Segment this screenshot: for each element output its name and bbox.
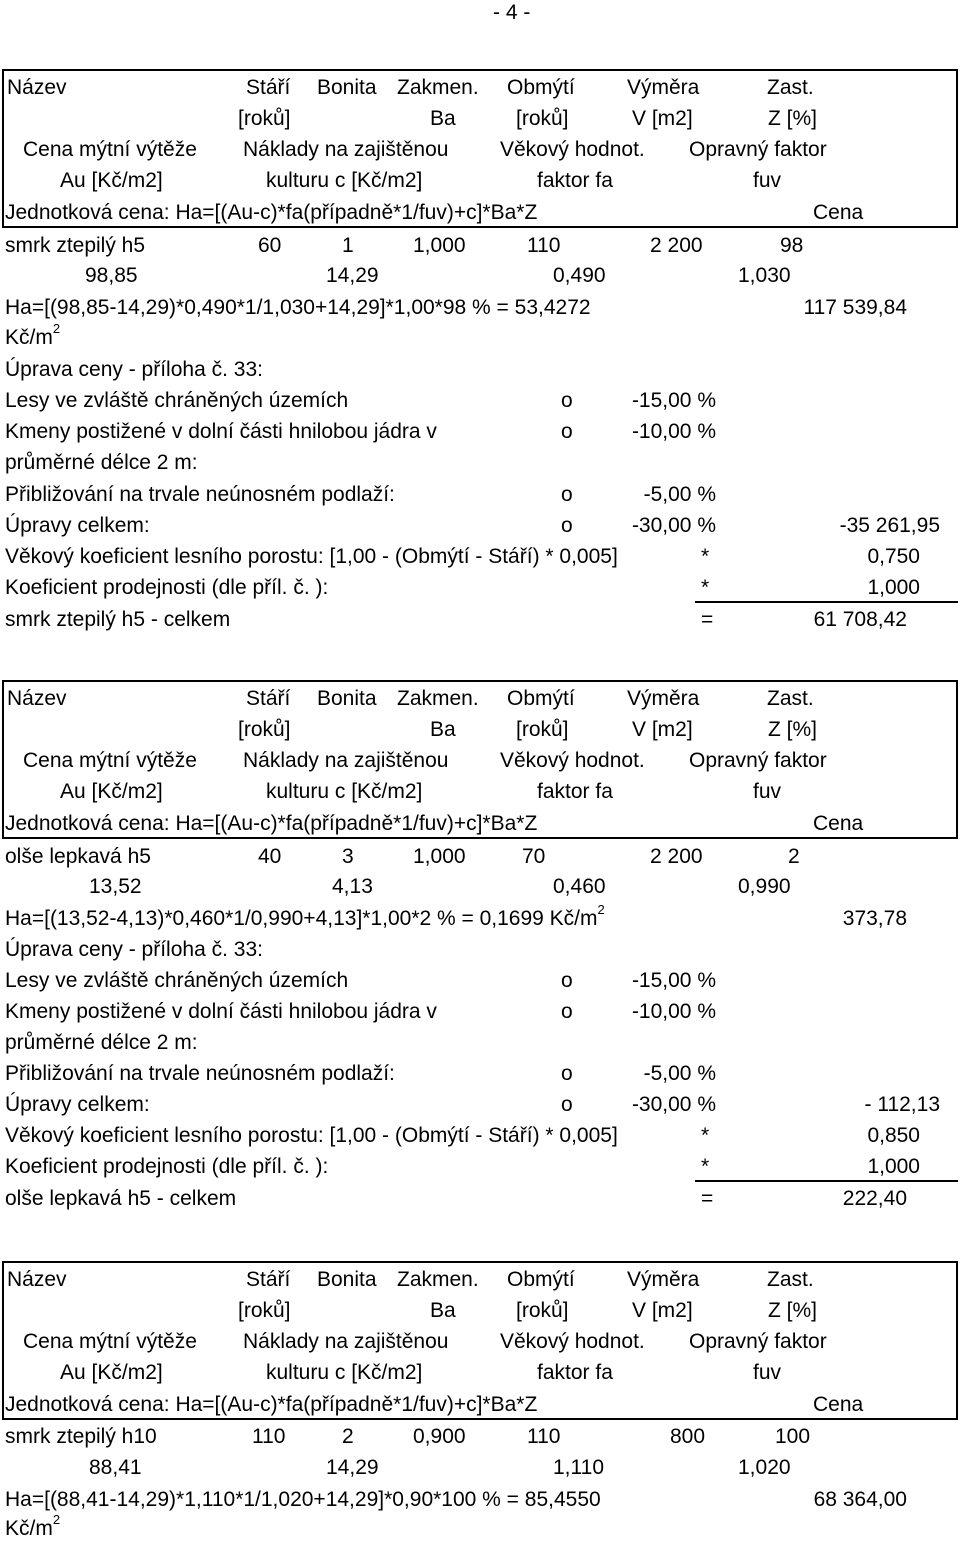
cena-value: 117 539,84 [803, 296, 907, 319]
total-label: Úpravy celkem: [5, 514, 150, 537]
page-number: - 4 - [493, 1, 531, 24]
formula: Ha=[(88,41-14,29)*1,110*1/1,020+14,29]*0,90*100 % = 85,4550 [5, 1488, 601, 1511]
header-z-pct: Z [%] [768, 107, 818, 130]
vek-label: Věkový koeficient lesního porostu: [1,00 - (Obmýtí - Stáří) * 0,005] [5, 1124, 618, 1147]
au-value: 98,85 [85, 264, 138, 287]
header-jednotkova: Jednotková cena: Ha=[(Au-c)*fa(případně*1/fuv)+c]*Ba*Z [5, 1393, 538, 1416]
vymera-value: 2 200 [650, 845, 703, 868]
header-bonita: Bonita [317, 1268, 377, 1291]
header-kulturu: kulturu c [Kč/m2] [266, 780, 423, 803]
celkem-rule [695, 601, 958, 603]
header-roku-1: [roků] [238, 718, 291, 741]
header-zast: Zast. [767, 76, 814, 99]
header-faktor-fa: faktor fa [537, 780, 613, 803]
header-kulturu: kulturu c [Kč/m2] [266, 1361, 423, 1384]
formula-unit: $Kč/m^2$ [5, 1512, 61, 1540]
zakmen-value: 1,000 [413, 845, 466, 868]
header-opravny: Opravný faktor [689, 138, 827, 161]
header-stari: Stáří [246, 687, 291, 710]
vymera-value: 800 [670, 1425, 706, 1448]
total-label: Úpravy celkem: [5, 1093, 150, 1116]
header-vekovy: Věkový hodnot. [500, 138, 645, 161]
header-naklady: Náklady na zajištěnou [243, 1330, 449, 1353]
cena-value: 373,78 [842, 907, 907, 930]
stari-value: 40 [258, 845, 282, 868]
adj-2-label: Kmeny postižené v dolní části hnilobou jádra v [5, 420, 437, 443]
celkem-op: = [701, 1187, 714, 1210]
header-zakmen: Zakmen. [397, 76, 479, 99]
header-bonita: Bonita [317, 687, 377, 710]
total-amount: - 112,13 [864, 1093, 940, 1116]
vek-op: * [701, 1124, 710, 1147]
uprava-title: Úprava ceny - příloha č. 33: [5, 358, 263, 381]
c-value: 14,29 [326, 264, 379, 287]
cena-value: 68 364,00 [813, 1488, 907, 1511]
zast-value: 100 [775, 1425, 811, 1448]
adj-1-label: Lesy ve zvláště chráněných územích [5, 389, 349, 412]
vek-label: Věkový koeficient lesního porostu: [1,00 - (Obmýtí - Stáří) * 0,005] [5, 545, 618, 568]
adj-1-value: -15,00 % [631, 389, 716, 412]
header-zakmen: Zakmen. [397, 687, 479, 710]
adj-2-value: -10,00 % [631, 420, 716, 443]
header-fuv: fuv [753, 1361, 782, 1384]
fuv-value: 1,020 [738, 1456, 791, 1479]
c-value: 14,29 [326, 1456, 379, 1479]
header-vekovy: Věkový hodnot. [500, 1330, 645, 1353]
header-zast: Zast. [767, 1268, 814, 1291]
header-stari: Stáří [246, 1268, 291, 1291]
header-kulturu: kulturu c [Kč/m2] [266, 169, 423, 192]
superscript-2: 2 [52, 1512, 61, 1527]
header-obmyti: Obmýtí [507, 1268, 575, 1291]
formula: Ha=[(98,85-14,29)*0,490*1/1,030+14,29]*1,00*98 % = 53,4272 [5, 296, 591, 319]
header-ba: Ba [430, 718, 456, 741]
adj-2-op: o [561, 1000, 573, 1023]
header-faktor-fa: faktor fa [537, 169, 613, 192]
au-value: 88,41 [89, 1456, 142, 1479]
header-stari: Stáří [246, 76, 291, 99]
prodej-op: * [701, 1155, 710, 1178]
header-cena: Cena [813, 1393, 864, 1416]
header-jednotkova: Jednotková cena: Ha=[(Au-c)*fa(případně*1/fuv)+c]*Ba*Z [5, 201, 538, 224]
total-value: -30,00 % [631, 514, 716, 537]
species-name: smrk ztepilý h10 [5, 1425, 157, 1448]
header-v-m2: V [m2] [632, 107, 693, 130]
adj-3-op: o [561, 1062, 573, 1085]
adj-1-value: -15,00 % [631, 969, 716, 992]
header-bonita: Bonita [317, 76, 377, 99]
adj-1-op: o [561, 969, 573, 992]
header-roku-2: [roků] [516, 1299, 569, 1322]
header-fuv: fuv [753, 169, 782, 192]
prodej-value: 1,000 [867, 576, 920, 599]
header-faktor-fa: faktor fa [537, 1361, 613, 1384]
header-zakmen: Zakmen. [397, 1268, 479, 1291]
header-cena-mytni: Cena mýtní výtěže [23, 1330, 197, 1353]
vek-value: 0,750 [867, 545, 920, 568]
fuv-value: 0,990 [738, 875, 791, 898]
celkem-rule [695, 1180, 958, 1182]
header-jednotkova: Jednotková cena: Ha=[(Au-c)*fa(případně*1/fuv)+c]*Ba*Z [5, 812, 538, 835]
header-nazev: Název [7, 1268, 67, 1291]
adj-3-label: Přibližování na trvale neúnosném podlaží: [5, 1062, 395, 1085]
header-naklady: Náklady na zajištěnou [243, 749, 449, 772]
species-name: smrk ztepilý h5 [5, 234, 146, 257]
header-nazev: Název [7, 76, 67, 99]
header-vekovy: Věkový hodnot. [500, 749, 645, 772]
celkem-op: = [701, 608, 714, 631]
adj-2-label: Kmeny postižené v dolní části hnilobou jádra v [5, 1000, 437, 1023]
prodej-label: Koeficient prodejnosti (dle příl. č. ): [5, 576, 329, 599]
header-roku-1: [roků] [238, 1299, 291, 1322]
total-value: -30,00 % [631, 1093, 716, 1116]
prodej-label: Koeficient prodejnosti (dle příl. č. ): [5, 1155, 329, 1178]
bonita-value: 1 [342, 234, 354, 257]
total-op: o [561, 514, 573, 537]
adj-1-label: Lesy ve zvláště chráněných územích [5, 969, 349, 992]
header-au: Au [Kč/m2] [60, 780, 163, 803]
adj-3-value: -5,00 % [643, 483, 716, 506]
zast-value: 98 [780, 234, 804, 257]
header-ba: Ba [430, 1299, 456, 1322]
adj-2-op: o [561, 420, 573, 443]
header-opravny: Opravný faktor [689, 749, 827, 772]
header-cena: Cena [813, 201, 864, 224]
species-name: olše lepkavá h5 [5, 845, 151, 868]
formula-unit: $Kč/m^2$ [5, 321, 61, 349]
bonita-value: 3 [342, 845, 354, 868]
header-fuv: fuv [753, 780, 782, 803]
header-ba: Ba [430, 107, 456, 130]
superscript-2: 2 [52, 321, 61, 336]
header-z-pct: Z [%] [768, 1299, 818, 1322]
adj-2-cont: průměrné délce 2 m: [5, 451, 198, 474]
header-vymera: Výměra [627, 687, 700, 710]
adj-3-label: Přibližování na trvale neúnosném podlaží: [5, 483, 395, 506]
uprava-title: Úprava ceny - příloha č. 33: [5, 938, 263, 961]
zakmen-value: 1,000 [413, 234, 466, 257]
header-cena-mytni: Cena mýtní výtěže [23, 749, 197, 772]
header-roku-2: [roků] [516, 718, 569, 741]
stari-value: 60 [258, 234, 282, 257]
total-op: o [561, 1093, 573, 1116]
adj-3-op: o [561, 483, 573, 506]
adj-3-value: -5,00 % [643, 1062, 716, 1085]
adj-1-op: o [561, 389, 573, 412]
fa-value: 0,490 [553, 264, 606, 287]
fa-value: 0,460 [553, 875, 606, 898]
prodej-op: * [701, 576, 710, 599]
zast-value: 2 [788, 845, 800, 868]
header-nazev: Název [7, 687, 67, 710]
header-obmyti: Obmýtí [507, 76, 575, 99]
header-vymera: Výměra [627, 1268, 700, 1291]
celkem-value: 61 708,42 [813, 608, 907, 631]
header-roku-2: [roků] [516, 107, 569, 130]
header-v-m2: V [m2] [632, 1299, 693, 1322]
header-z-pct: Z [%] [768, 718, 818, 741]
header-cena: Cena [813, 812, 864, 835]
formula: Ha=[(13,52-4,13)*0,460*1/0,990+4,13]*1,00*2 % = 0,1699 $Kč/m^2$ [5, 902, 605, 930]
vek-value: 0,850 [867, 1124, 920, 1147]
fuv-value: 1,030 [738, 264, 791, 287]
header-roku-1: [roků] [238, 107, 291, 130]
header-opravny: Opravný faktor [689, 1330, 827, 1353]
au-value: 13,52 [89, 875, 142, 898]
header-naklady: Náklady na zajištěnou [243, 138, 449, 161]
vek-op: * [701, 545, 710, 568]
total-amount: -35 261,95 [839, 514, 940, 537]
prodej-value: 1,000 [867, 1155, 920, 1178]
obmyti-value: 110 [527, 234, 561, 257]
header-v-m2: V [m2] [632, 718, 693, 741]
obmyti-value: 110 [527, 1425, 561, 1448]
bonita-value: 2 [342, 1425, 354, 1448]
zakmen-value: 0,900 [413, 1425, 466, 1448]
adj-2-value: -10,00 % [631, 1000, 716, 1023]
header-zast: Zast. [767, 687, 814, 710]
header-vymera: Výměra [627, 76, 700, 99]
obmyti-value: 70 [522, 845, 546, 868]
header-obmyti: Obmýtí [507, 687, 575, 710]
header-au: Au [Kč/m2] [60, 1361, 163, 1384]
c-value: 4,13 [332, 875, 373, 898]
celkem-label: olše lepkavá h5 - celkem [5, 1187, 237, 1210]
fa-value: 1,110 [553, 1456, 604, 1479]
celkem-label: smrk ztepilý h5 - celkem [5, 608, 231, 631]
header-au: Au [Kč/m2] [60, 169, 163, 192]
stari-value: 110 [252, 1425, 286, 1448]
celkem-value: 222,40 [842, 1187, 907, 1210]
header-cena-mytni: Cena mýtní výtěže [23, 138, 197, 161]
adj-2-cont: průměrné délce 2 m: [5, 1031, 198, 1054]
superscript-2: 2 [597, 902, 605, 917]
vymera-value: 2 200 [650, 234, 703, 257]
